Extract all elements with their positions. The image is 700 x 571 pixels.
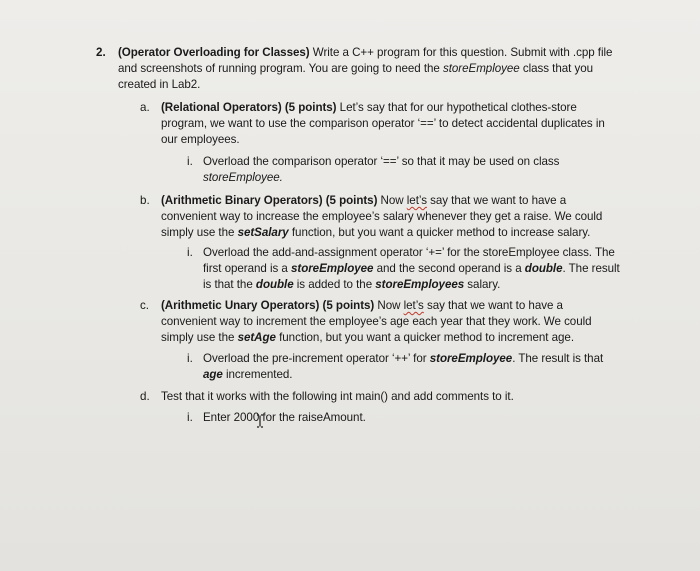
- part-a-line-1: [161, 100, 577, 115]
- part-a-line-2: program, we want to use the comparison operator ‘==’ to detect accidental duplicates in: [161, 117, 605, 130]
- part-b-i-line-2-c: . The result: [562, 262, 620, 275]
- part-c-i-marker: i.: [187, 352, 193, 365]
- part-a-i-marker: i.: [187, 155, 193, 168]
- part-c-line-3-a: simply use the: [161, 331, 238, 344]
- part-b-marker: b.: [140, 194, 150, 207]
- part-b-i-marker: i.: [187, 246, 193, 259]
- question-line-2-text-a: and screenshots of running program. You are going to need the: [118, 62, 443, 75]
- part-c-line-3-b: function, but you want a quicker method to increment age.: [275, 331, 575, 344]
- part-b-i-line-1: Overload the add-and-assignment operator ‘+=’ for the storeEmployee class. The: [203, 246, 615, 259]
- part-b-line-1: [161, 193, 566, 208]
- part-c-line-3: [161, 330, 574, 345]
- part-b-line-3-b: function, but you want a quicker method to increase salary.: [288, 226, 591, 239]
- part-c-line-2: convenient way to increment the employee’s age each year that they work. We could: [161, 315, 592, 328]
- question-number: 2.: [96, 46, 106, 59]
- part-a-i-line-1: Overload the comparison operator ‘==’ so that it may be used on class: [203, 155, 560, 168]
- class-name-store-employee: storeEmployee: [442, 62, 520, 75]
- part-c-i-line-1: [203, 351, 603, 366]
- question-line-1: [118, 45, 612, 60]
- part-b-i-line-2-b: and the second operand is a: [373, 262, 525, 275]
- spellcheck-flagged-word: let’s: [406, 194, 427, 207]
- question-title: (Operator Overloading for Classes): [118, 46, 310, 59]
- text-cursor-icon: [256, 414, 264, 428]
- question-line-3: created in Lab2.: [118, 78, 201, 91]
- part-c-i-line-1-b: . The result is that: [512, 352, 604, 365]
- part-c-line-1-pre: Now: [374, 299, 404, 312]
- part-a-i-line-2: storeEmployee.: [203, 171, 283, 184]
- part-a-marker: a.: [140, 101, 150, 114]
- question-line-2: [118, 61, 593, 76]
- part-d-marker: d.: [140, 390, 150, 403]
- part-b-i-line-2-a: first operand is a: [203, 262, 291, 275]
- part-b-i-line-3-c: salary.: [464, 278, 501, 291]
- part-c-title: (Arithmetic Unary Operators) (5 points): [161, 299, 375, 312]
- function-name-set-age: setAge: [237, 331, 276, 344]
- class-name-store-employee: storeEmployee: [429, 352, 513, 365]
- part-a-title: (Relational Operators) (5 points): [161, 101, 337, 114]
- type-name-double: double: [524, 262, 563, 275]
- part-b-title: (Arithmetic Binary Operators) (5 points): [161, 194, 378, 207]
- part-b-i-line-3-a: is that the: [203, 278, 256, 291]
- class-name-store-employee: storeEmployee: [290, 262, 374, 275]
- part-c-i-line-2-b: incremented.: [222, 368, 293, 381]
- part-b-line-3-a: simply use the: [161, 226, 238, 239]
- field-name-age: age: [203, 368, 223, 381]
- type-name-double: double: [255, 278, 294, 291]
- part-c-line-1-post: say that we want to have a: [423, 299, 563, 312]
- part-b-i-line-2: [203, 261, 620, 276]
- spellcheck-flagged-word: let’s: [403, 299, 424, 312]
- part-d-i-line-1: Enter 2000 for the raiseAmount.: [203, 411, 366, 424]
- class-name-store-employees: storeEmployees: [375, 278, 465, 291]
- part-b-line-1-post: say that we want to have a: [426, 194, 567, 207]
- function-name-set-salary: setSalary: [237, 226, 289, 239]
- part-c-line-1: [161, 298, 563, 313]
- part-b-i-line-3-b: is added to the: [293, 278, 376, 291]
- part-a-line-3: our employees.: [161, 133, 240, 146]
- part-d-i-marker: i.: [187, 411, 193, 424]
- question-line-2-text-b: class that you: [519, 62, 594, 75]
- part-b-line-2: convenient way to increase the employee’s salary whenever they get a raise. We could: [161, 210, 603, 223]
- part-b-line-1-pre: Now: [377, 194, 407, 207]
- part-c-i-line-2: [203, 367, 292, 382]
- part-b-i-line-3: [203, 277, 500, 292]
- part-b-line-3: [161, 225, 590, 240]
- question-intro-text: Write a C++ program for this question. Submit with .cpp file: [309, 46, 613, 59]
- part-d-line-1: Test that it works with the following int main() and add comments to it.: [161, 390, 514, 403]
- part-c-i-line-1-a: Overload the pre-increment operator ‘++’ for: [203, 352, 430, 365]
- part-a-line-1-text: Let’s say that for our hypothetical clothes-store: [336, 101, 577, 114]
- part-c-marker: c.: [140, 299, 150, 312]
